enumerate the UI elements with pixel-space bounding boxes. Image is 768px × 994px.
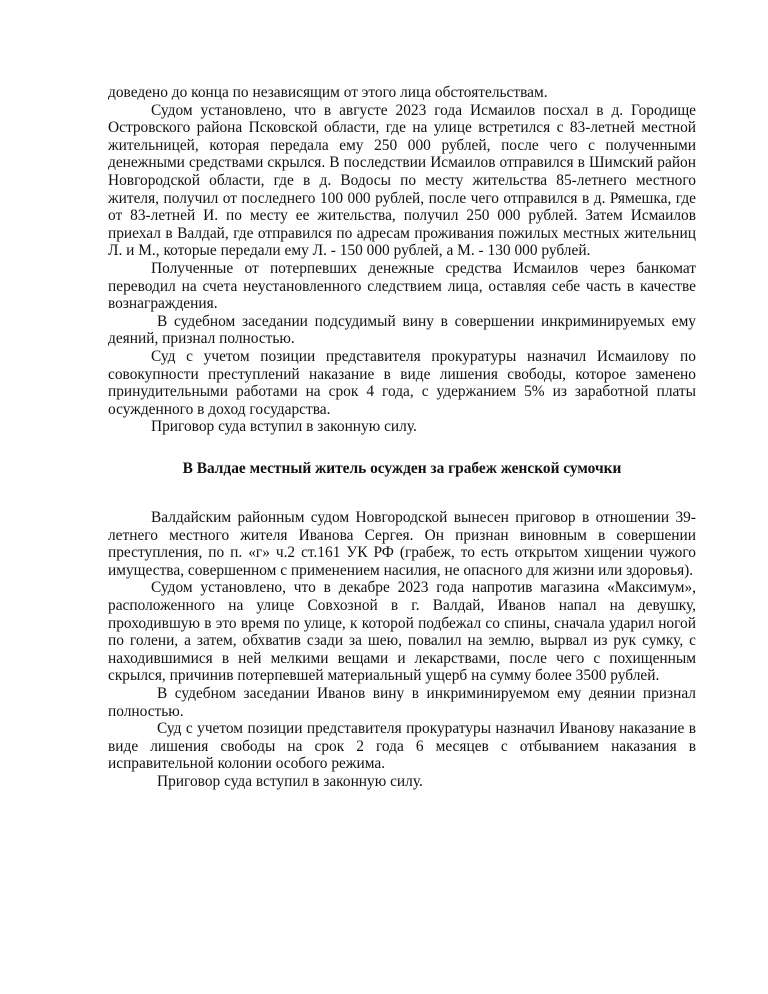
paragraph: Суд с учетом позиции представителя прокуратуры назначил Исмаилову по совокупности преступлений наказание в виде лишения свободы, которое заменено принудительными работами на срок 4 года, с удержанием 5% из заработной платы осужденного в доход государства. — [108, 347, 696, 418]
paragraph: В судебном заседании Иванов вину в инкриминируемом ему деянии признал полностью. — [108, 684, 696, 720]
article-ismailov — [108, 84, 696, 436]
paragraph: Суд с учетом позиции представителя прокуратуры назначил Иванову наказание в виде лишения свободы на срок 2 года 6 месяцев с отбыванием наказания в исправительной колонии особого режима. — [108, 720, 696, 773]
paragraph: Судом установлено, что в августе 2023 года Исмаилов посхал в д. Городище Островского района Псковской области, где на улице встретился с 83-летней местной жительницей, которая передала ему 250 000 рублей, после чего с полученными денежными средствами скрылся. В последствии Исмаилов отправился в Шимский район Новгородской области, где в д. Водосы по месту жительства 85-летнего местного жителя, получил от последнего 100 000 рублей, после чего отправился в д. Рямешка, где от 83-летней И. по месту ее жительства, получил 250 000 рублей. Затем Исмаилов приехал в Валдай, где отправился по адресам проживания пожилых местных жительниц Л. и М., которые передали ему Л. - 150 000 рублей, а М. - 130 000 рублей. — [108, 101, 696, 260]
paragraph: Судом установлено, что в декабре 2023 года напротив магазина «Максимум», расположенного на улице Совхозной в г. Валдай, Иванов напал на девушку, проходившую в это время по улице, к которой подбежал со спины, сначала ударил ногой по голени, а затем, обхватив сзади за шею, повалил на землю, вырвал из рук сумку, с находившимися в ней мелкими вещами и лекарствами, после чего с похищенным скрылся, причинив потерпевшей материальный ущерб на сумму более 3500 рублей. — [108, 579, 696, 685]
paragraph: Приговор суда вступил в законную силу. — [157, 772, 423, 790]
paragraph: доведено до конца по независящим от этого лица обстоятельствам. — [108, 84, 548, 101]
article-ivanov — [108, 509, 696, 791]
paragraph: Полученные от потерпевших денежные средства Исмаилов через банкомат переводил на счета неустановленного следствием лица, оставляя себе часть в качестве вознаграждения. — [108, 259, 696, 313]
article-title: В Валдае местный житель осужден за грабеж женской сумочки — [182, 460, 622, 477]
paragraph: Валдайским районным судом Новгородской вынесен приговор в отношении 39-летнего местного жителя Иванова Сергея. Он признан виновным в совершении преступления, по п. «г» ч.2 ст.161 УК РФ (грабеж, то есть открытом хищении чужого имущества, совершенном с применением насилия, не опасного для жизни или здоровья). — [108, 509, 696, 579]
paragraph: Приговор суда вступил в законную силу. — [151, 418, 417, 436]
paragraph: В судебном заседании подсудимый вину в совершении инкриминируемых ему деяний, признал полностью. — [108, 312, 696, 348]
